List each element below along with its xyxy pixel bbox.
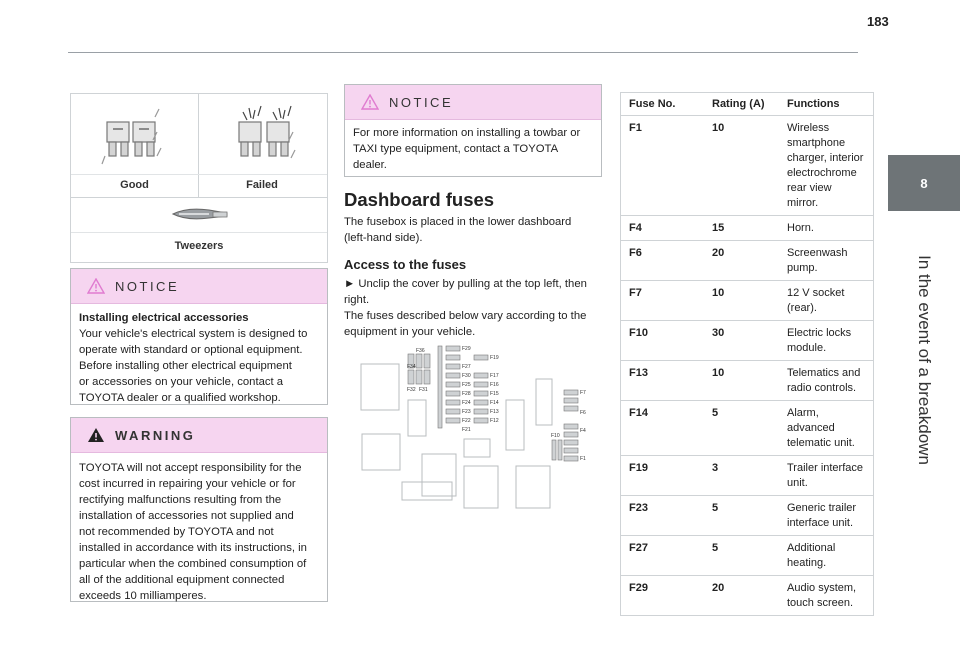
- function-line: smartphone: [787, 137, 846, 149]
- fuse-number-cell: F4: [621, 216, 705, 241]
- header-rule: [68, 52, 858, 53]
- notice-header: [345, 85, 601, 120]
- function-cell: [779, 496, 874, 536]
- diagram-label: F31: [419, 387, 428, 393]
- function-cell: [779, 241, 874, 281]
- fuse-illustration-table: [70, 93, 328, 263]
- diagram-label: F22: [462, 418, 471, 424]
- warning-line: installed in accordance with its instructions, in: [79, 542, 307, 554]
- function-line: touch screen.: [787, 597, 854, 609]
- diagram-label: F32: [407, 387, 416, 393]
- failed-label: Failed: [246, 179, 278, 191]
- warning-body: [71, 453, 327, 610]
- function-line: Horn.: [787, 222, 814, 234]
- rating-cell: 20: [704, 576, 779, 616]
- diagram-label: F13: [490, 409, 499, 415]
- function-line: Screenwash: [787, 247, 848, 259]
- diagram-label: F14: [490, 400, 499, 406]
- chapter-title-vertical: [888, 215, 960, 505]
- access-line: The fuses described below vary according to the: [344, 310, 587, 322]
- diagram-label: F25: [462, 382, 471, 388]
- notice-line: TOYOTA dealer or a qualified workshop.: [79, 392, 281, 404]
- diagram-label: F12: [490, 418, 499, 424]
- fuse-ratings-table: [620, 92, 874, 616]
- warning-box: [70, 417, 328, 602]
- diagram-label: F23: [462, 409, 471, 415]
- notice-line: Your vehicle's electrical system is designed to: [79, 328, 308, 340]
- notice-accessories-box: [70, 268, 328, 405]
- intro-line: (left-hand side).: [344, 232, 423, 244]
- rating-cell: 5: [704, 536, 779, 576]
- table-row: [621, 216, 874, 241]
- fuse-number-cell: F13: [621, 361, 705, 401]
- table-row: [621, 281, 874, 321]
- section-title: Dashboard fuses: [344, 189, 495, 210]
- function-line: advanced: [787, 422, 835, 434]
- access-line: equipment in your vehicle.: [344, 326, 476, 338]
- access-line: ► Unclip the cover by pulling at the top left, then: [344, 278, 587, 290]
- function-line: Electric locks: [787, 327, 852, 339]
- function-line: charger, interior: [787, 152, 864, 164]
- good-fuse-image: [99, 104, 169, 169]
- notice-title: NOTICE: [389, 94, 454, 110]
- table-row: [621, 496, 874, 536]
- table-row: [621, 321, 874, 361]
- notice-title: NOTICE: [115, 278, 180, 294]
- notice-line: operate with standard or optional equipment.: [79, 344, 303, 356]
- rating-cell: 3: [704, 456, 779, 496]
- table-row: [621, 536, 874, 576]
- notice-heading: Installing electrical accessories: [79, 312, 249, 324]
- warning-header: [71, 418, 327, 453]
- notice-line: For more information on installing a towbar or: [353, 127, 581, 139]
- diagram-label: F30: [462, 373, 471, 379]
- function-line: telematic unit.: [787, 437, 855, 449]
- diagram-label: F7: [580, 390, 586, 396]
- rating-cell: 5: [704, 496, 779, 536]
- fuse-number-cell: F10: [621, 321, 705, 361]
- table-row: [621, 361, 874, 401]
- function-cell: [779, 216, 874, 241]
- function-line: interface unit.: [787, 517, 854, 529]
- column-header: Fuse No.: [621, 93, 705, 116]
- access-line: right.: [344, 294, 370, 306]
- rating-cell: 10: [704, 361, 779, 401]
- table-row: [621, 401, 874, 456]
- warning-title: WARNING: [115, 427, 196, 443]
- fuse-number-cell: F7: [621, 281, 705, 321]
- failed-fuse-image: [229, 102, 303, 169]
- rating-cell: 5: [704, 401, 779, 456]
- fuse-number-cell: F1: [621, 116, 705, 216]
- tweezers-image: [169, 204, 233, 224]
- warning-line: cost incurred in repairing your vehicle or for: [79, 478, 296, 490]
- intro-paragraph: [344, 214, 571, 246]
- fuse-number-cell: F29: [621, 576, 705, 616]
- intro-line: The fusebox is placed in the lower dashboard: [344, 216, 572, 228]
- column-header: Functions: [779, 93, 874, 116]
- fusebox-diagram: [356, 344, 596, 512]
- function-line: module.: [787, 342, 827, 354]
- function-cell: [779, 536, 874, 576]
- notice-line: or accessories on your vehicle, contact a: [79, 376, 284, 388]
- warning-line: exceeds 10 milliamperes.: [79, 590, 207, 602]
- table-row: [621, 116, 874, 216]
- diagram-label: F15: [490, 391, 499, 397]
- warning-line: not recommended by TOYOTA and not: [79, 526, 274, 538]
- notice-line: TAXI type equipment, contact a TOYOTA: [353, 143, 559, 155]
- rating-cell: 10: [704, 281, 779, 321]
- access-paragraph: [344, 276, 587, 340]
- fuse-number-cell: F14: [621, 401, 705, 456]
- function-cell: [779, 401, 874, 456]
- diagram-label: F6: [580, 410, 586, 416]
- page-number: 183: [867, 14, 889, 29]
- tweezers-label: Tweezers: [174, 240, 224, 252]
- diagram-label: F21: [462, 427, 471, 433]
- column-header: Rating (A): [704, 93, 779, 116]
- fuse-number-cell: F6: [621, 241, 705, 281]
- fuse-number-cell: F23: [621, 496, 705, 536]
- function-cell: [779, 116, 874, 216]
- diagram-label: F27: [462, 364, 471, 370]
- function-line: electrochrome: [787, 167, 857, 179]
- table-row: [621, 241, 874, 281]
- function-cell: [779, 456, 874, 496]
- diagram-label: F36: [416, 348, 425, 354]
- diagram-label: F1: [580, 456, 586, 462]
- warning-triangle-icon: [87, 427, 105, 443]
- function-line: rear view mirror.: [787, 182, 832, 209]
- table-row: [621, 576, 874, 616]
- diagram-label: F28: [462, 391, 471, 397]
- diagram-label: F4: [580, 428, 586, 434]
- function-line: Additional: [787, 542, 836, 554]
- chapter-tab[interactable]: [888, 155, 960, 211]
- function-line: pump.: [787, 262, 818, 274]
- diagram-label: F10: [551, 433, 560, 439]
- function-line: Generic trailer: [787, 502, 857, 514]
- warning-line: all of the additional equipment connected: [79, 574, 285, 586]
- diagram-label: F24: [462, 400, 471, 406]
- function-cell: [779, 281, 874, 321]
- function-line: Telematics and: [787, 367, 861, 379]
- diagram-label: F16: [490, 382, 499, 388]
- diagram-label: F17: [490, 373, 499, 379]
- function-line: unit.: [787, 477, 808, 489]
- chapter-title: In the event of a breakdown: [915, 255, 934, 465]
- rating-cell: 15: [704, 216, 779, 241]
- warning-line: TOYOTA will not accept responsibility for the: [79, 462, 302, 474]
- rating-cell: 20: [704, 241, 779, 281]
- function-line: Alarm,: [787, 407, 819, 419]
- notice-header: [71, 269, 327, 304]
- notice-line: Before installing other electrical equipment: [79, 360, 292, 372]
- fuse-number-cell: F27: [621, 536, 705, 576]
- table-row: [621, 456, 874, 496]
- function-cell: [779, 361, 874, 401]
- function-line: heating.: [787, 557, 827, 569]
- function-line: Audio system,: [787, 582, 857, 594]
- notice-line: dealer.: [353, 159, 387, 171]
- warning-line: installation of accessories not supplied and: [79, 510, 294, 522]
- notice-body: [345, 120, 601, 179]
- function-cell: [779, 576, 874, 616]
- function-line: Trailer interface: [787, 462, 864, 474]
- diagram-label: F19: [490, 355, 499, 361]
- function-line: Wireless: [787, 122, 830, 134]
- good-label: Good: [120, 179, 149, 191]
- diagram-label: F34: [407, 364, 416, 370]
- caution-triangle-icon: [87, 278, 105, 294]
- rating-cell: 10: [704, 116, 779, 216]
- notice-body: [71, 304, 327, 412]
- fuse-number-cell: F19: [621, 456, 705, 496]
- chapter-number: 8: [920, 175, 928, 191]
- caution-triangle-icon: [361, 94, 379, 110]
- subsection-title: Access to the fuses: [344, 257, 467, 272]
- warning-line: rectifying malfunctions resulting from the: [79, 494, 282, 506]
- notice-towbar-box: [344, 84, 602, 177]
- rating-cell: 30: [704, 321, 779, 361]
- function-line: (rear).: [787, 302, 817, 314]
- function-cell: [779, 321, 874, 361]
- function-line: radio controls.: [787, 382, 857, 394]
- warning-line: particular when the combined consumption of: [79, 558, 307, 570]
- function-line: 12 V socket: [787, 287, 845, 299]
- diagram-label: F29: [462, 346, 471, 352]
- table-header-row: [621, 93, 874, 116]
